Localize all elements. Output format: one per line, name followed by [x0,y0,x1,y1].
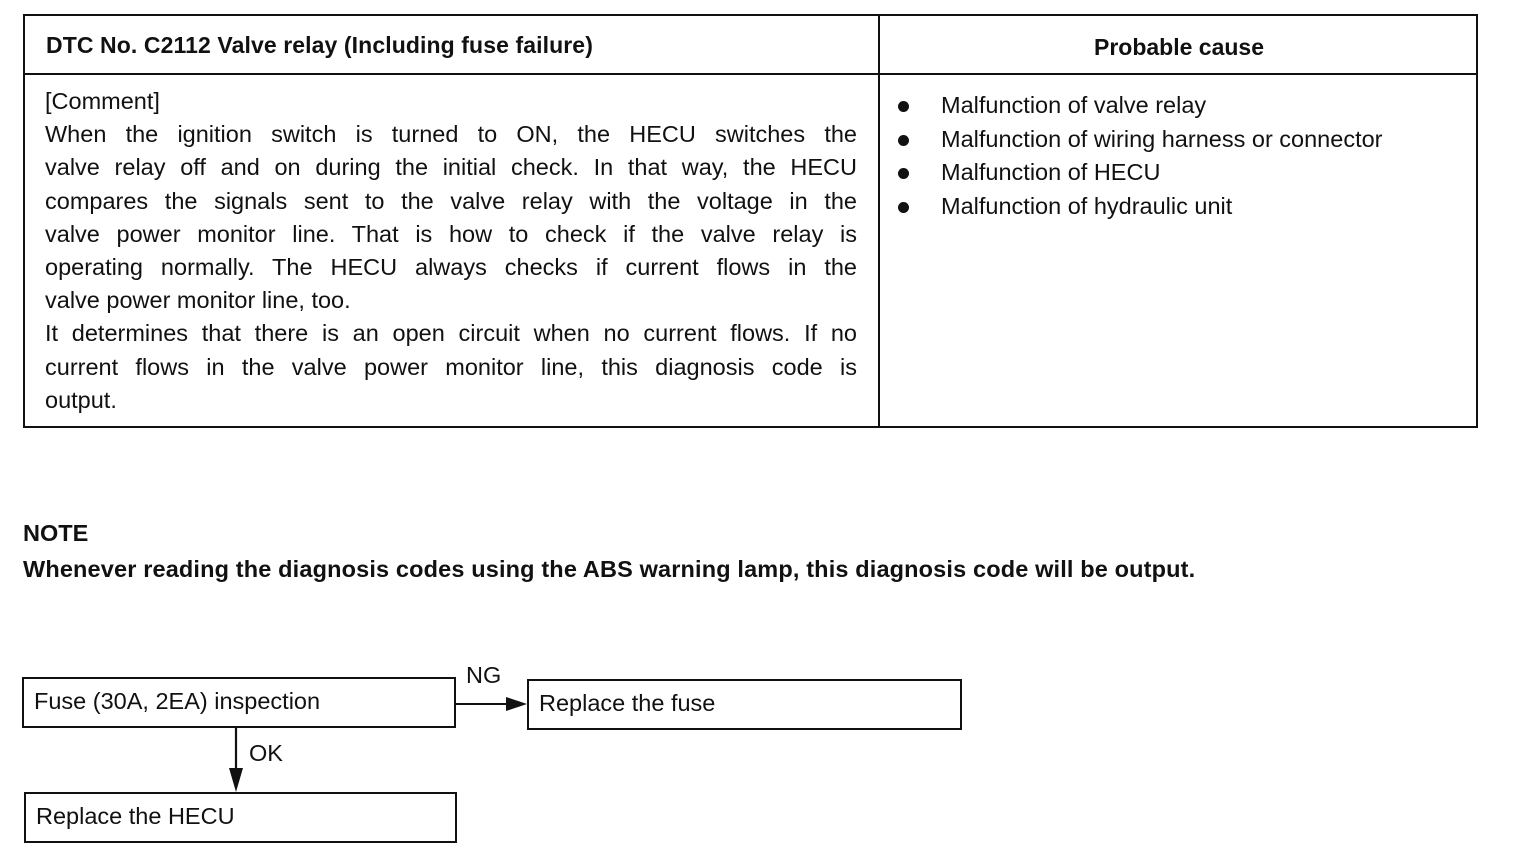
probable-cause-list [895,89,1383,224]
bullet-icon [898,101,909,112]
ok-arrow [229,728,243,792]
ok-label: OK [249,740,283,766]
comment-body [45,85,857,417]
replace-fuse-box [527,679,962,730]
list-item [895,156,1383,190]
probable-cause-header: Probable cause [1093,34,1265,60]
fuse-inspection-box [22,677,456,728]
comment-line: It determines that there is an open circuit when no current flows. If no [45,320,857,347]
table-header-divider [25,73,1476,75]
list-item [895,190,1383,224]
ng-arrow [456,697,527,711]
cause-text: Malfunction of hydraulic unit [941,193,1233,220]
bullet-icon [898,202,909,213]
cause-text: Malfunction of valve relay [941,92,1207,118]
comment-line: current flows in the valve power monitor line, this diagnosis code is [45,353,857,380]
replace-hecu-label: Replace the HECU [36,803,235,829]
fuse-inspection-label: Fuse (30A, 2EA) inspection [34,688,321,714]
comment-line: [Comment] [45,88,160,114]
comment-line: valve power monitor line. That is how to check if the valve relay is [45,220,857,247]
replace-hecu-box [24,792,457,843]
comment-line: When the ignition switch is turned to ON, the HECU switches the [45,121,857,148]
cause-text: Malfunction of HECU [941,159,1161,186]
replace-fuse-label: Replace the fuse [539,690,716,716]
dtc-table [23,14,1478,428]
cause-text: Malfunction of wiring harness or connector [941,125,1383,152]
comment-line: operating normally. The HECU always checks if current flows in the [45,254,857,281]
list-item [895,123,1383,157]
ng-label: NG [466,662,502,688]
bullet-icon [898,168,909,179]
bullet-icon [898,135,909,146]
note-text: Whenever reading the diagnosis codes using the ABS warning lamp, this diagnosis code will be output. [23,556,1196,582]
comment-line: valve power monitor line, too. [45,287,351,314]
list-item [895,89,1383,123]
comment-line: compares the signals sent to the valve relay with the voltage in the [45,187,857,214]
note-title: NOTE [23,520,89,546]
comment-line: valve relay off and on during the initial check. In that way, the HECU [45,154,857,181]
comment-line: output. [45,386,117,413]
table-column-divider [878,16,880,426]
dtc-header-title: DTC No. C2112 Valve relay (Including fuse failure) [46,32,593,58]
